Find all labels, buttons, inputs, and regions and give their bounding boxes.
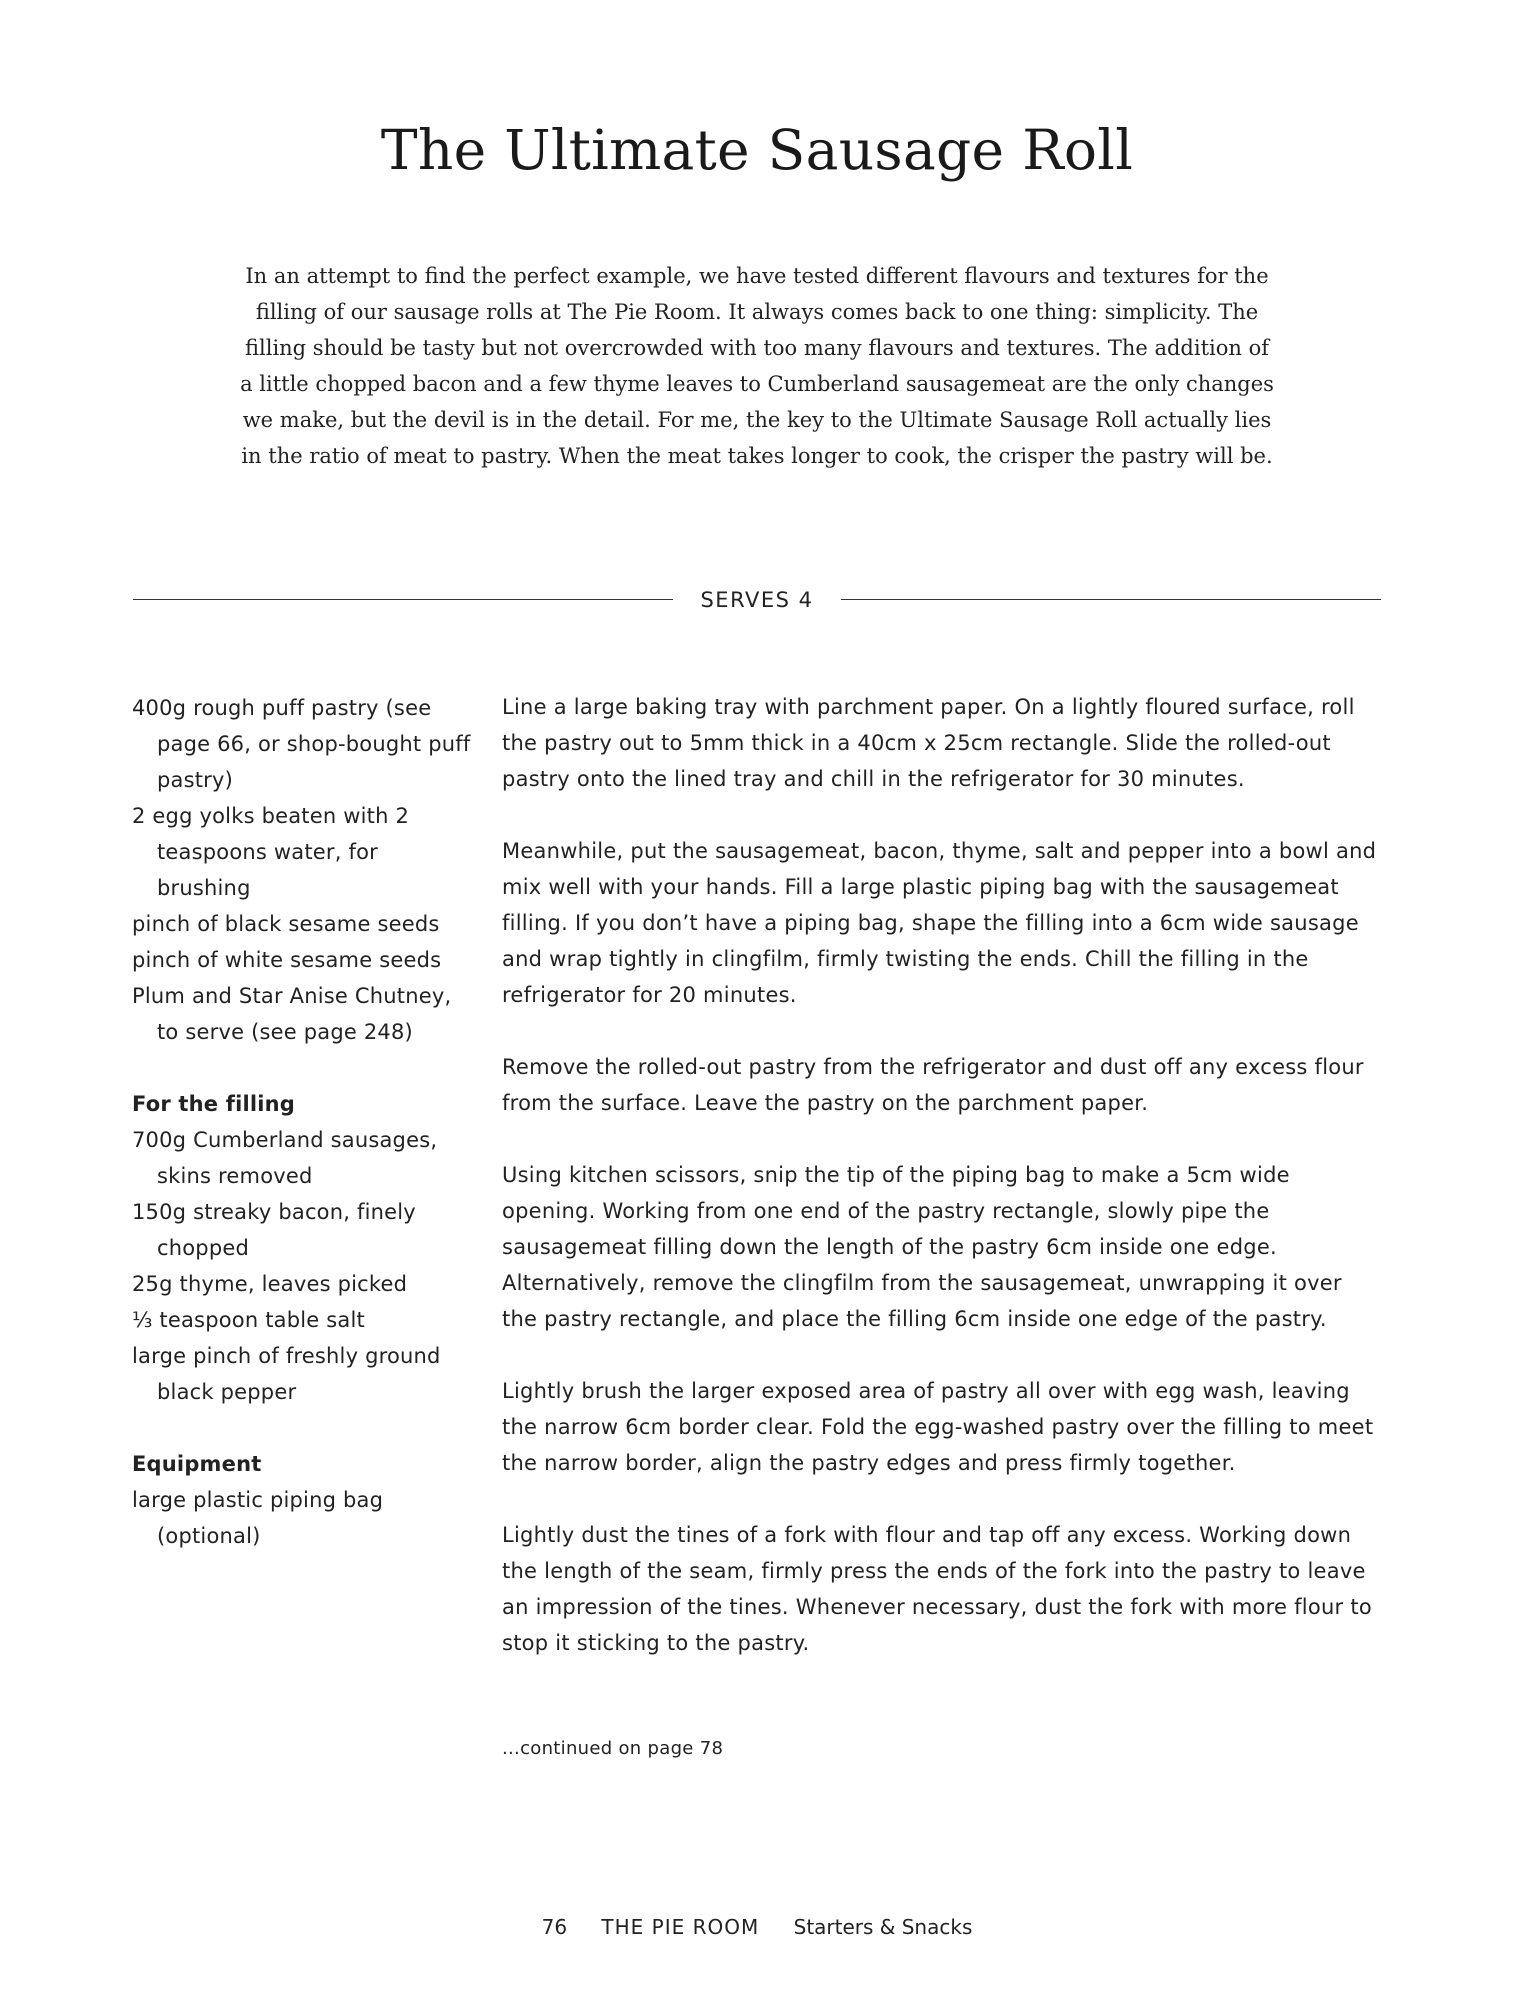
method-step: Meanwhile, put the sausagemeat, bacon, thyme, salt and pepper into a bowl and mix well with your hands. Fill a large plastic piping bag with the sausagemeat filling. If you don’t have a piping bag, shape the filling into a 6cm wide sausage and wrap tightly in clingfilm, firmly twisting the ends. Chill the filling in the refrigerator for 20 minutes. [502,839,1377,1007]
ingredient-item: 700g Cumberland sausages, skins removed [132,1128,438,1188]
recipe-intro: In an attempt to find the perfect example, we have tested different flavours and textures for the filling of our sausage rolls at The Pie Room. It always comes back to one thing: simplicity. The filling should be tasty but not overcrowded with too many flavours and textures. The addition of a little chopped bacon and a few thyme leaves to Cumberland sausagemeat are the only changes we make, but the devil is in the detail. For me, the key to the Ultimate Sausage Roll actually lies in the ratio of meat to pastry. When the meat takes longer to cook, the crisper the pastry will be. [240,264,1274,468]
equipment-item: large plastic piping bag (optional) [132,1488,384,1548]
ingredient-item: 400g rough puff pastry (see page 66, or shop-bought puff pastry) [132,696,471,792]
serves-row [133,584,1381,616]
section-name: Starters & Snacks [793,1915,973,1939]
filling-heading: For the filling [132,1092,296,1116]
method-step: Lightly brush the larger exposed area of pastry all over with egg wash, leaving the narrow 6cm border clear. Fold the egg-washed pastry over the filling to meet the narrow border, align the pastry edges and press firmly together. [502,1379,1374,1475]
continued-note: ...continued on page 78 [502,1738,724,1759]
method-step: Line a large baking tray with parchment paper. On a lightly floured surface, roll the pastry out to 5mm thick in a 40cm x 25cm rectangle. Slide the rolled-out pastry onto the lined tray and chill in the refrigerator for 30 minutes. [502,695,1355,791]
ingredient-item: 25g thyme, leaves picked [132,1272,408,1296]
ingredient-item: pinch of black sesame seeds [132,912,440,936]
ingredients-main [132,690,472,1050]
ingredients-equipment [132,1446,472,1554]
ingredient-item: ⅓ teaspoon table salt [132,1308,365,1332]
method-step: Remove the rolled-out pastry from the refrigerator and dust off any excess flour from the surface. Leave the pastry on the parchment paper. [502,1055,1364,1115]
ingredient-item: pinch of white sesame seeds [132,948,442,972]
method-step: Lightly dust the tines of a fork with flour and tap off any excess. Working down the length of the seam, firmly press the ends of the fork into the pastry to leave an impression of the tines. Whenever necessary, dust the fork with more flour to stop it sticking to the pastry. [502,1523,1372,1655]
ingredient-item: Plum and Star Anise Chutney, to serve (see page 248) [132,984,452,1044]
page-footer [0,1912,1514,1942]
divider-right [841,599,1381,600]
ingredient-item: 150g streaky bacon, finely chopped [132,1200,416,1260]
method-steps [502,689,1382,1697]
ingredient-item: 2 egg yolks beaten with 2 teaspoons water, for brushing [132,804,410,900]
book-title: THE PIE ROOM [601,1915,760,1939]
ingredients-list [132,690,472,1554]
method-step: Using kitchen scissors, snip the tip of the piping bag to make a 5cm wide opening. Working from one end of the pastry rectangle, slowly pipe the sausagemeat filling down the length of the pastry 6cm inside one edge. Alternatively, remove the clingfilm from the sausagemeat, unwrapping it over the pastry rectangle, and place the filling 6cm inside one edge of the pastry. [502,1163,1342,1331]
serves-label: SERVES 4 [700,588,814,612]
ingredient-item: large pinch of freshly ground black pepper [132,1344,441,1404]
equipment-heading: Equipment [132,1452,262,1476]
ingredients-filling [132,1086,472,1410]
recipe-title: The Ultimate Sausage Roll [380,118,1134,182]
page-number: 76 [541,1915,568,1939]
